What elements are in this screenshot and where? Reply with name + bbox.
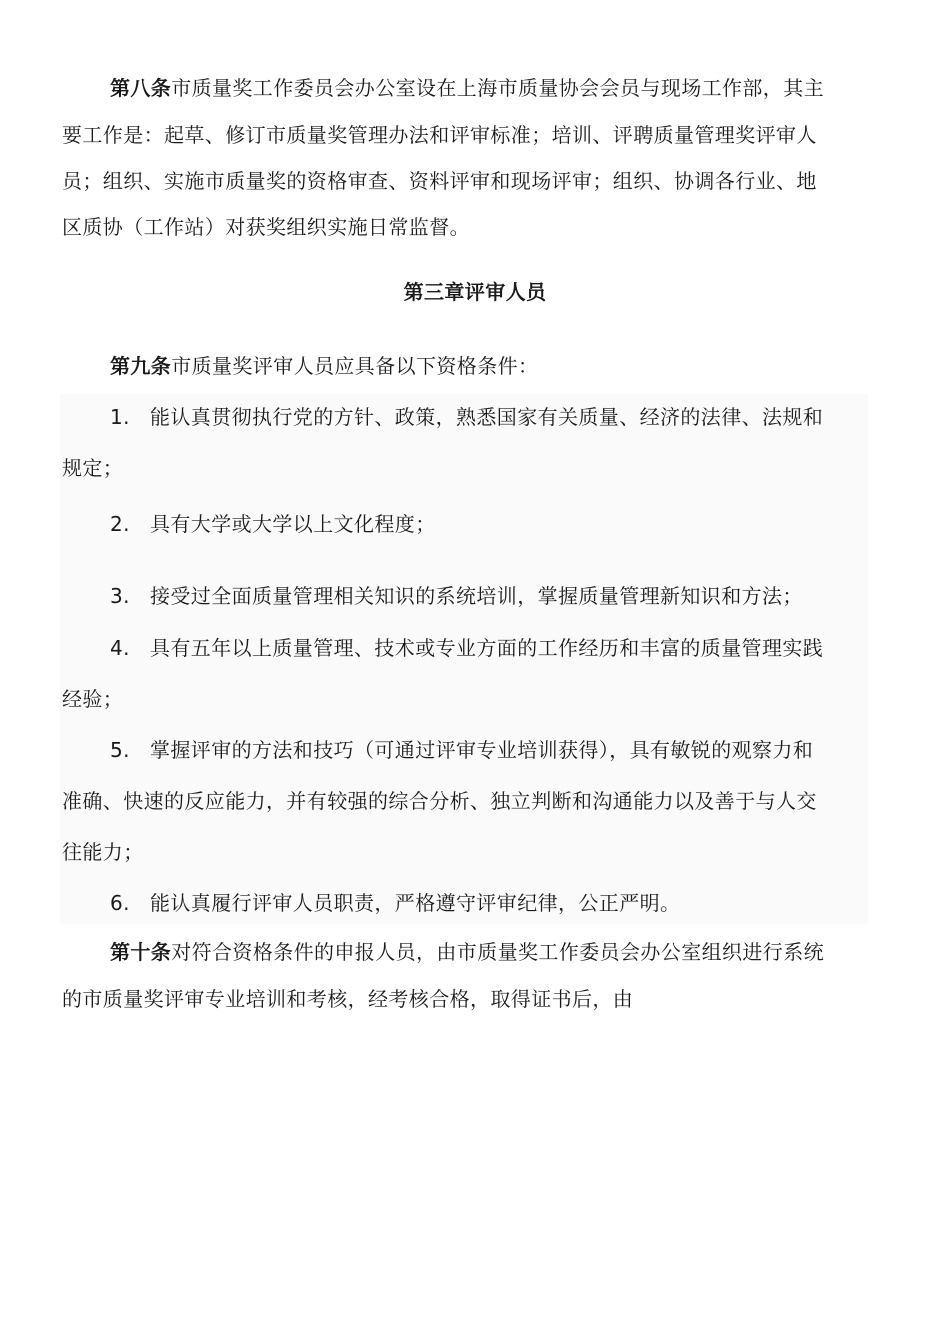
item-4-line-1 <box>110 634 936 662</box>
item-3-line-1 <box>110 582 936 610</box>
chapter-3-heading: 第三章评审人员 <box>403 280 547 304</box>
item-5-text: 掌握评审的方法和技巧（可通过评审专业培训获得），具有敏锐的观察力和 <box>150 738 814 762</box>
article-9-line-1 <box>110 352 936 380</box>
item-3-text: 接受过全面质量管理相关知识的系统培训，掌握质量管理新知识和方法； <box>150 584 803 608</box>
item-3-number: 3. <box>110 584 130 608</box>
item-5-line-2: 准确、快速的反应能力，并有较强的综合分析、独立判断和沟通能力以及善于与人交 <box>62 789 817 813</box>
article-8-line-1 <box>110 74 936 102</box>
item-2-text: 具有大学或大学以上文化程度； <box>150 512 436 536</box>
article-10-text: 对符合资格条件的申报人员，由市质量奖工作委员会办公室组织进行系统 <box>171 940 825 964</box>
item-4-text: 具有五年以上质量管理、技术或专业方面的工作经历和丰富的质量管理实践 <box>150 636 824 660</box>
article-8-label: 第八条 <box>110 76 172 100</box>
item-1-text: 能认真贯彻执行党的方针、政策，熟悉国家有关质量、经济的法律、法规和 <box>150 405 824 429</box>
item-1-line-1 <box>110 403 936 431</box>
article-10-line-1 <box>110 938 936 966</box>
article-8-line-2: 要工作是：起草、修订市质量奖管理办法和评审标准；培训、评聘质量管理奖评审人 <box>62 123 817 147</box>
article-8-line-3: 员；组织、实施市质量奖的资格审查、资料评审和现场评审；组织、协调各行业、地 <box>62 169 817 193</box>
item-2-number: 2. <box>110 512 130 536</box>
item-6-number: 6. <box>110 891 130 915</box>
article-9-intro: 市质量奖评审人员应具备以下资格条件： <box>171 354 539 378</box>
item-1-line-2: 规定； <box>62 456 124 480</box>
item-5-line-1 <box>110 736 936 764</box>
item-6-line-1 <box>110 889 936 917</box>
item-4-line-2: 经验； <box>62 687 124 711</box>
item-5-number: 5. <box>110 738 130 762</box>
article-10-label: 第十条 <box>110 940 172 964</box>
item-6-text: 能认真履行评审人员职责，严格遵守评审纪律，公正严明。 <box>150 891 681 915</box>
item-2-line-1 <box>110 510 936 538</box>
article-9-label: 第九条 <box>110 354 172 378</box>
item-5-line-3: 往能力； <box>62 840 144 864</box>
article-10-line-2: 的市质量奖评审专业培训和考核，经考核合格，取得证书后，由 <box>62 987 634 1011</box>
item-4-number: 4. <box>110 636 130 660</box>
article-8-line-4: 区质协（工作站）对获奖组织实施日常监督。 <box>62 215 470 239</box>
item-1-number: 1. <box>110 405 130 429</box>
article-8-text: 市质量奖工作委员会办公室设在上海市质量协会会员与现场工作部，其主 <box>171 76 825 100</box>
